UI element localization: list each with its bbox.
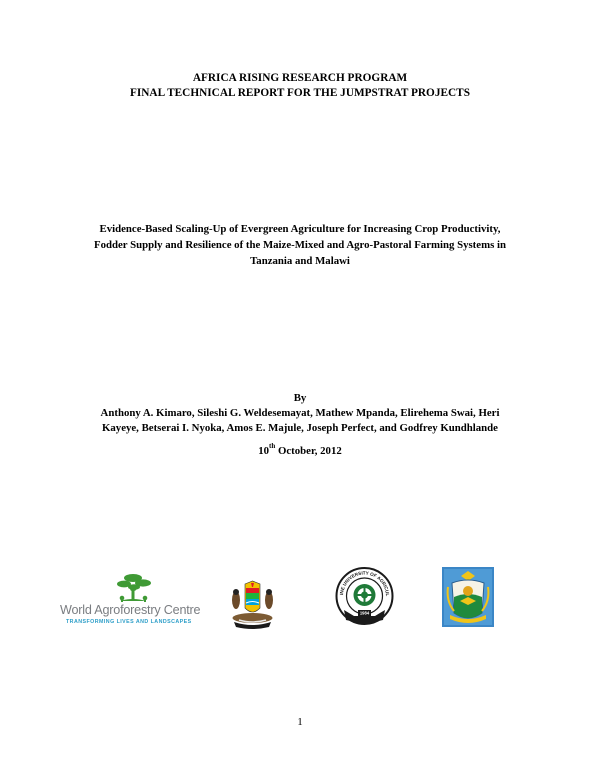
sua-ring-text: INE UNIVERSITY OF AGRICUL bbox=[339, 570, 391, 597]
date-rest: October, 2012 bbox=[275, 445, 342, 457]
sua-logo bbox=[334, 566, 395, 630]
date-suffix: th bbox=[269, 442, 276, 451]
icraf-tagline: TRANSFORMING LIVES AND LANDSCAPES bbox=[66, 619, 192, 625]
report-title: FINAL TECHNICAL REPORT FOR THE JUMPSTRAT PROJECTS bbox=[129, 87, 471, 99]
project-title-line: Fodder Supply and Resilience of the Maize-Mixed and Agro-Pastoral Farming Systems in bbox=[94, 239, 506, 251]
institution-seal bbox=[442, 567, 494, 627]
report-date bbox=[0, 443, 600, 459]
author-line: Kayeye, Betserai I. Nyoka, Amos E. Majule, Joseph Perfect, and Godfrey Kundhlande bbox=[102, 422, 498, 434]
tree-icon bbox=[58, 572, 208, 604]
page-number: 1 bbox=[297, 716, 303, 728]
sua-emblem-icon bbox=[334, 566, 395, 630]
report-heading bbox=[0, 71, 600, 101]
program-title: AFRICA RISING RESEARCH PROGRAM bbox=[192, 72, 408, 84]
seal-icon bbox=[442, 567, 494, 627]
icraf-logo bbox=[58, 572, 208, 628]
project-title-line: Evidence-Based Scaling-Up of Evergreen Agriculture for Increasing Crop Productivity, bbox=[99, 223, 501, 235]
coat-of-arms-icon bbox=[229, 580, 276, 630]
date-day: 10 bbox=[258, 445, 270, 457]
author-line: Anthony A. Kimaro, Sileshi G. Weldesemayat, Mathew Mpanda, Elirehema Swai, Heri bbox=[100, 407, 500, 419]
sua-year: 1984 bbox=[359, 610, 370, 616]
project-title bbox=[0, 221, 600, 269]
author-list bbox=[0, 406, 600, 436]
by-label: By bbox=[293, 392, 307, 404]
project-title-line: Tanzania and Malawi bbox=[250, 255, 350, 267]
tanzania-coat-of-arms bbox=[229, 580, 276, 630]
icraf-name: World Agroforestry Centre bbox=[60, 603, 201, 617]
